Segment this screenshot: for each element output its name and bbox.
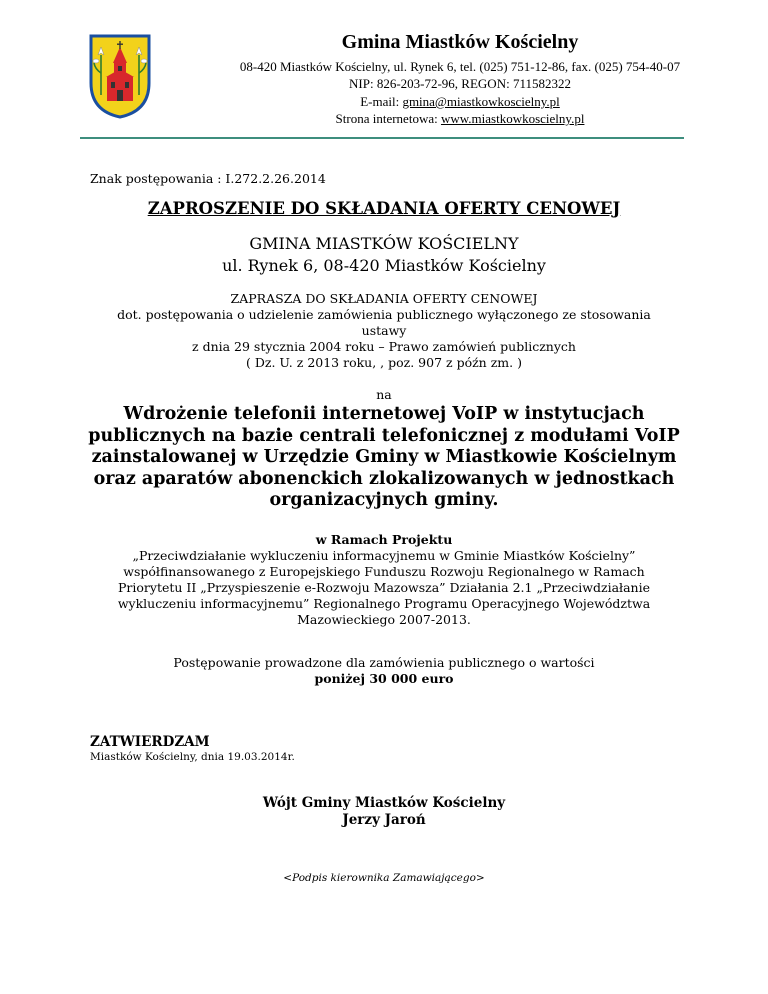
connector-word: na — [376, 387, 392, 402]
addressee-name: GMINA MIASTKÓW KOŚCIELNY — [249, 234, 519, 253]
project-line: „Przeciwdziałanie wykluczeniu informacyjnemu w Gminie Miastków Kościelny” — [132, 548, 636, 563]
invitation-line: dot. postępowania o udzielenie zamówienia publicznego wyłączonego ze stosowania — [117, 307, 651, 322]
invitation-line: z dnia 29 stycznia 2004 roku – Prawo zamówień publicznych — [192, 339, 576, 354]
subject-line: publicznych na bazie centrali telefonicznej z modułami VoIP — [88, 425, 680, 446]
approval-date: Miastków Kościelny, dnia 19.03.2014r. — [90, 751, 295, 763]
project-line: Priorytetu II „Przyspieszenie e-Rozwoju Mazowsza” Działania 2.1 „Przeciwdziałanie — [118, 580, 650, 595]
organization-name: Gmina Miastków Kościelny — [341, 31, 579, 53]
invitation-line: ustawy — [361, 323, 407, 338]
case-reference: Znak postępowania : I.272.2.26.2014 — [90, 171, 326, 186]
invitation-line: ZAPRASZA DO SKŁADANIA OFERTY CENOWEJ — [230, 291, 538, 306]
value-line: Postępowanie prowadzone dla zamówienia publicznego o wartości — [173, 655, 595, 670]
signature-placeholder: <Podpis kierownika Zamawiającego> — [283, 872, 485, 884]
email-label: E-mail: — [360, 94, 403, 109]
document-title: ZAPROSZENIE DO SKŁADANIA OFERTY CENOWEJ — [147, 199, 621, 218]
organization-email-line — [160, 93, 760, 110]
municipal-crest-icon — [88, 33, 152, 119]
project-line: współfinansowanego z Europejskiego Funduszu Rozwoju Regionalnego w Ramach — [123, 564, 645, 579]
value-block — [70, 655, 698, 687]
subject-line: organizacyjnych gminy. — [269, 490, 499, 510]
organization-address: 08-420 Miastków Kościelny, ul. Rynek 6, tel. (025) 751-12-86, fax. (025) 754-40-07 — [239, 59, 681, 74]
signer-name: Jerzy Jaroń — [342, 812, 426, 828]
website-link[interactable]: www.miastkowkoscielny.pl — [440, 111, 585, 126]
email-link[interactable]: gmina@miastkowkoscielny.pl — [402, 94, 560, 109]
signer-title: Wójt Gminy Miastków Kościelny — [262, 795, 506, 811]
value-threshold: poniżej 30 000 euro — [314, 671, 454, 686]
subject-line: Wdrożenie telefonii internetowej VoIP w instytucjach — [123, 404, 645, 424]
addressee-address: ul. Rynek 6, 08-420 Miastków Kościelny — [222, 256, 546, 275]
subject-line: zainstalowanej w Urzędzie Gminy w Miastkowie Kościelnym — [91, 447, 677, 467]
organization-ids: NIP: 826-203-72-96, REGON: 711582322 — [349, 76, 571, 91]
invitation-line: ( Dz. U. z 2013 roku, , poz. 907 z późn zm. ) — [246, 355, 522, 370]
project-line: Mazowieckiego 2007-2013. — [297, 612, 471, 627]
project-heading: w Ramach Projektu — [315, 532, 453, 547]
approval-heading: ZATWIERDZAM — [90, 734, 210, 750]
header-divider — [80, 137, 684, 139]
project-block — [70, 532, 698, 628]
subject-line: oraz aparatów abonenckich zlokalizowanych w jednostkach — [93, 468, 675, 489]
organization-website-line — [160, 110, 760, 127]
project-line: wykluczeniu informacyjnemu” Regionalnego Programu Operacyjnego Województwa — [117, 596, 651, 611]
procurement-subject — [60, 404, 708, 512]
invitation-block — [40, 291, 728, 371]
website-label: Strona internetowa: — [335, 111, 441, 126]
